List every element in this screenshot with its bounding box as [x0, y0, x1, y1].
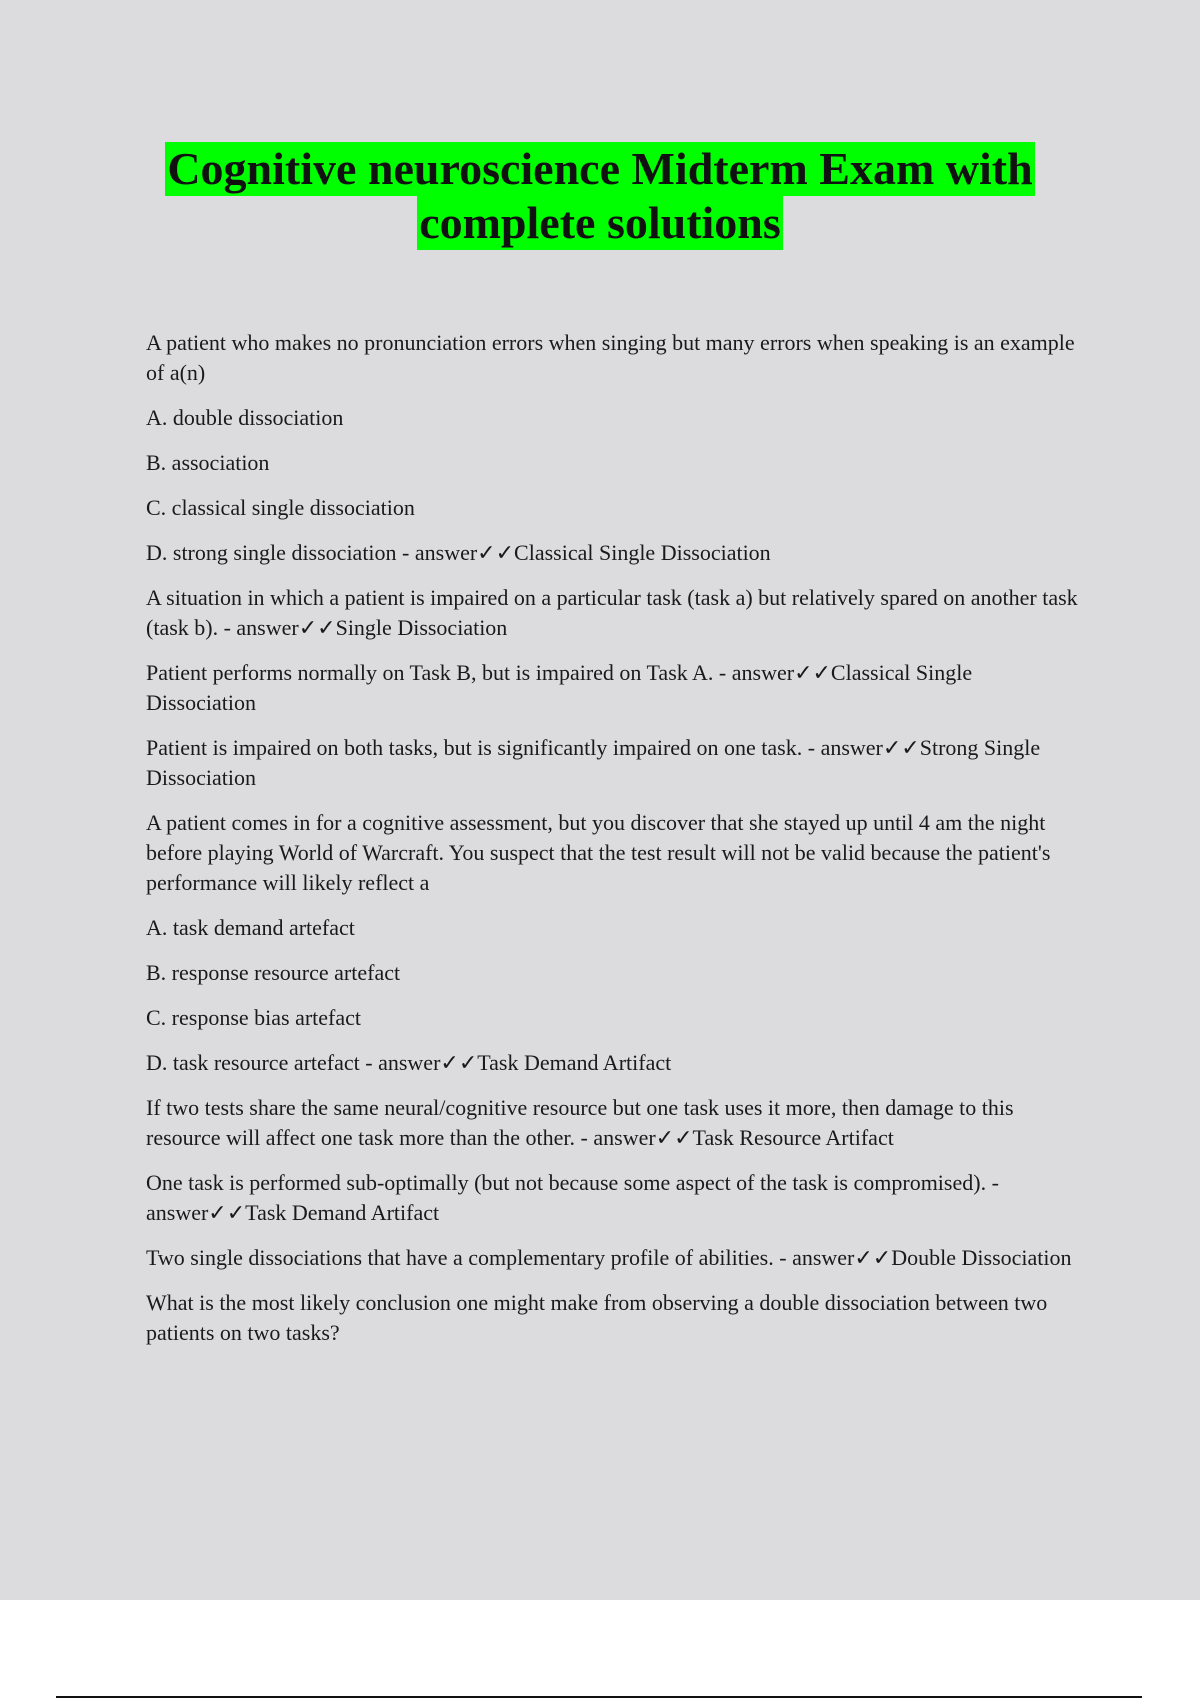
- answer-option-with-answer: D. strong single dissociation - answer✓✓Classical Single Dissociation: [146, 540, 771, 565]
- title-line-2: complete solutions: [419, 197, 781, 248]
- question-answer-pair: If two tests share the same neural/cognitive resource but one task uses it more, then damage to this resource will affect one task more than the other. - answer✓✓Task Resource Artifact: [146, 1095, 1014, 1150]
- answer-option: A. task demand artefact: [146, 915, 355, 940]
- question-list: [146, 328, 1086, 1363]
- question-answer-pair: One task is performed sub-optimally (but not because some aspect of the task is compromised). - answer✓✓Task Demand Artifact: [146, 1170, 999, 1225]
- question-answer-pair: Patient is impaired on both tasks, but is significantly impaired on one task. - answer✓✓Strong Single Dissociation: [146, 735, 1041, 790]
- answer-option: B. association: [146, 450, 270, 475]
- question-answer-pair: Two single dissociations that have a complementary profile of abilities. - answer✓✓Double Dissociation: [146, 1245, 1072, 1270]
- question-answer-pair: A situation in which a patient is impaired on a particular task (task a) but relatively spared on another task (task b). - answer✓✓Single Dissociation: [146, 585, 1078, 640]
- document-title: [0, 142, 1200, 250]
- answer-option: C. response bias artefact: [146, 1005, 362, 1030]
- footer-divider: [56, 1696, 1142, 1698]
- title-line-1: Cognitive neuroscience Midterm Exam with: [167, 143, 1033, 194]
- question-answer-pair: Patient performs normally on Task B, but is impaired on Task A. - answer✓✓Classical Single Dissociation: [146, 660, 973, 715]
- answer-option-with-answer: D. task resource artefact - answer✓✓Task Demand Artifact: [146, 1050, 672, 1075]
- answer-option: A. double dissociation: [146, 405, 344, 430]
- question-text: What is the most likely conclusion one might make from observing a double dissociation between two patients on two tasks?: [146, 1290, 1048, 1345]
- question-text: A patient comes in for a cognitive assessment, but you discover that she stayed up until 4 am the night before playing World of Warcraft. You suspect that the test result will not be valid because the patient's performance will likely reflect a: [146, 810, 1051, 895]
- answer-option: C. classical single dissociation: [146, 495, 415, 520]
- question-text: A patient who makes no pronunciation errors when singing but many errors when speaking is an example of a(n): [146, 330, 1075, 385]
- answer-option: B. response resource artefact: [146, 960, 401, 985]
